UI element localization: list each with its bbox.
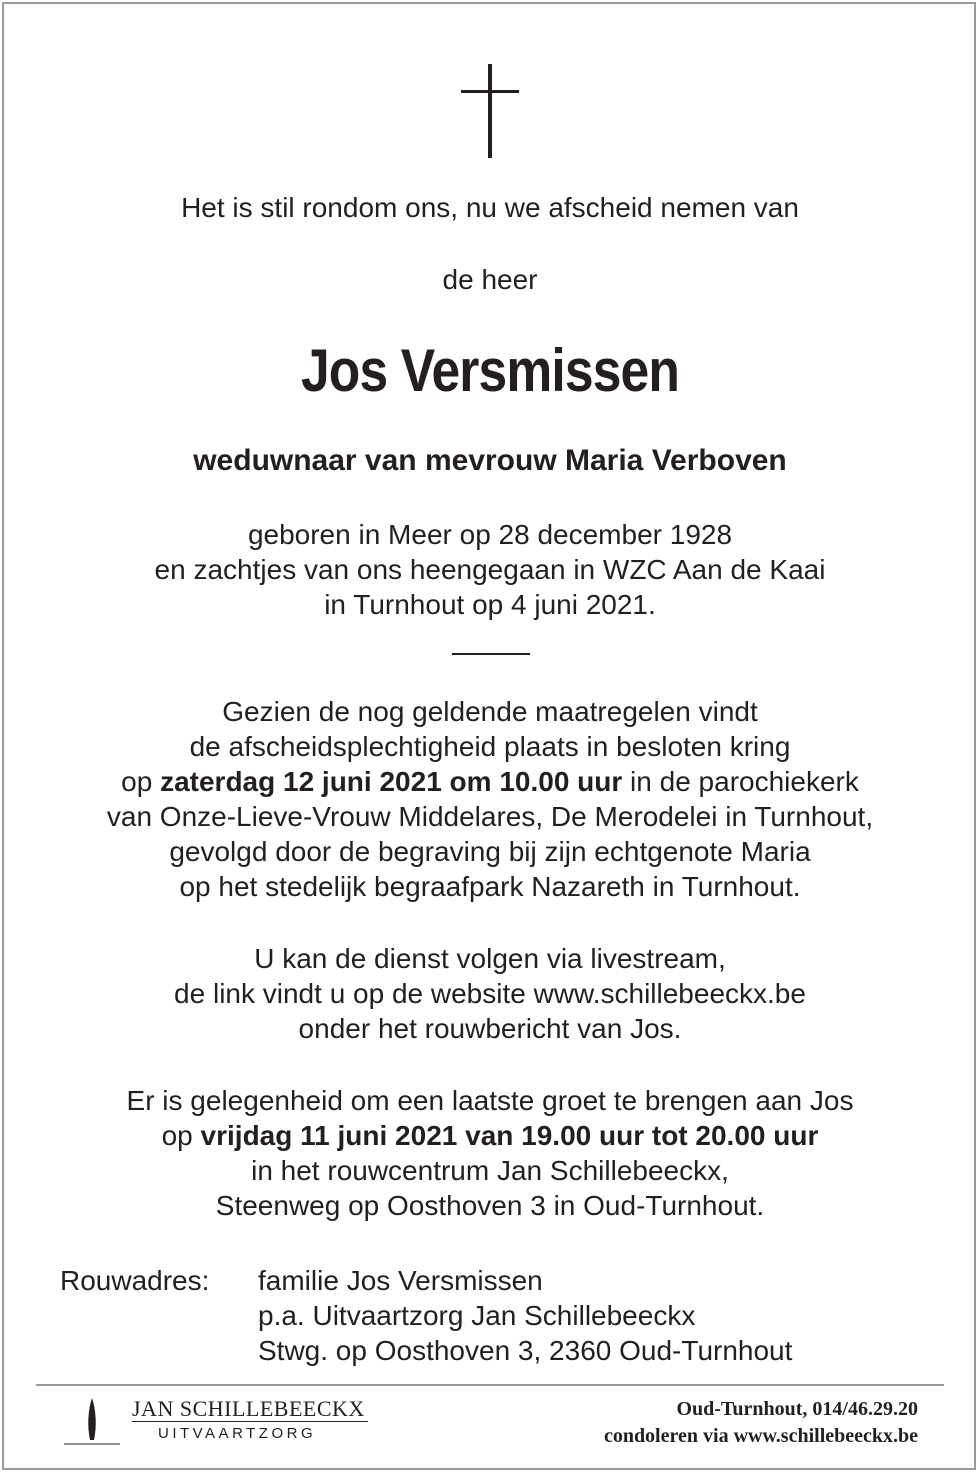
visit-line: in het rouwcentrum Jan Schillebeeckx, xyxy=(251,1155,729,1186)
divider xyxy=(452,653,530,655)
address-line: familie Jos Versmissen xyxy=(258,1265,543,1296)
livestream-line: onder het rouwbericht van Jos. xyxy=(298,1013,682,1044)
cross-icon xyxy=(461,64,519,158)
livestream-line: de link vindt u op de website www.schillebeeckx.be xyxy=(174,978,806,1009)
visit-line xyxy=(0,1118,980,1153)
life-line: in Turnhout op 4 juni 2021. xyxy=(324,589,656,620)
brand-subtitle: UITVAARTZORG xyxy=(158,1425,317,1442)
ceremony-line: de afscheidsplechtigheid plaats in besloten kring xyxy=(189,731,791,762)
ceremony-line xyxy=(0,764,980,799)
cypress-tree-icon xyxy=(64,1396,120,1446)
address-line: Stwg. op Oosthoven 3, 2360 Oud-Turnhout xyxy=(258,1335,793,1366)
life-line: en zachtjes van ons heengegaan in WZC Aan de Kaai xyxy=(154,554,826,585)
footer-divider xyxy=(36,1384,944,1386)
ceremony-date: zaterdag 12 juni 2021 om 10.00 uur xyxy=(160,766,623,797)
address-label: Rouwadres: xyxy=(60,1265,210,1296)
contact-website: condoleren via www.schillebeeckx.be xyxy=(603,1425,918,1447)
brand-name: JAN SCHILLEBEECKX xyxy=(132,1396,365,1421)
visit-line: Steenweg op Oosthoven 3 in Oud-Turnhout. xyxy=(215,1190,765,1221)
ceremony-line: Gezien de nog geldende maatregelen vindt xyxy=(222,696,758,727)
ceremony-post: in de parochiekerk xyxy=(622,766,859,797)
address-line: p.a. Uitvaartzorg Jan Schillebeeckx xyxy=(258,1300,696,1331)
honorific: de heer xyxy=(442,264,538,295)
visit-date: vrijdag 11 juni 2021 van 19.00 uur tot 20.00 uur xyxy=(200,1120,819,1151)
livestream-line: U kan de dienst volgen via livestream, xyxy=(254,943,726,974)
ceremony-line: op het stedelijk begraafpark Nazareth in Turnhout. xyxy=(179,871,801,902)
intro-text: Het is stil rondom ons, nu we afscheid nemen van xyxy=(181,192,799,223)
brand-rule xyxy=(132,1421,368,1422)
life-line: geboren in Meer op 28 december 1928 xyxy=(247,519,733,550)
deceased-name: Jos Versmissen xyxy=(300,337,680,404)
ceremony-pre: op xyxy=(121,766,161,797)
visit-line: Er is gelegenheid om een laatste groet te brengen aan Jos xyxy=(126,1085,854,1116)
widower-of: weduwnaar van mevrouw Maria Verboven xyxy=(193,444,787,477)
ceremony-line: van Onze-Lieve-Vrouw Middelares, De Merodelei in Turnhout, xyxy=(106,801,874,832)
address-lines xyxy=(258,1263,792,1368)
ceremony-line: gevolgd door de begraving bij zijn echtgenote Maria xyxy=(169,836,811,867)
visit-pre: op xyxy=(161,1120,201,1151)
contact-phone: Oud-Turnhout, 014/46.29.20 xyxy=(676,1398,918,1420)
